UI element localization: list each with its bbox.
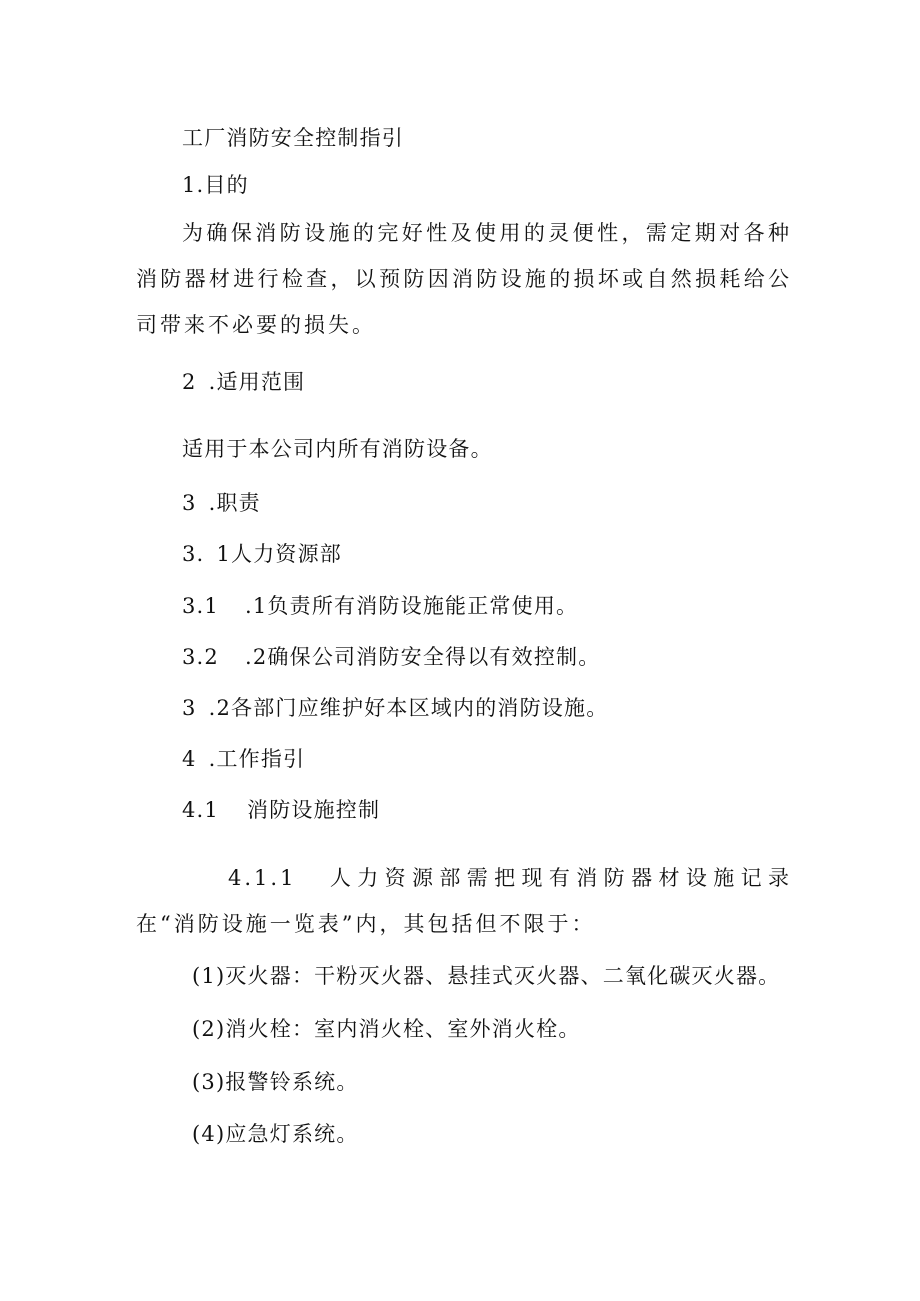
section-4-1-heading [182, 796, 380, 824]
section-3-1-1 [182, 592, 578, 620]
section-4-1-title: 消防设施控制 [247, 798, 381, 822]
section-4-number: 4 [182, 747, 197, 771]
section-4-heading [182, 745, 305, 773]
section-3-number: 3 [182, 491, 197, 515]
section-3-1-1-text: .1负责所有消防设施能正常使用。 [245, 594, 579, 618]
section-3-x [182, 694, 608, 722]
section-3-1-title: 1人力资源部 [216, 542, 342, 566]
list-item: (1)灭火器：干粉灭火器、悬挂式灭火器、二氧化碳灭火器。 [192, 964, 781, 988]
section-3-heading [182, 489, 261, 517]
section-3-2-number: 3.2 [182, 645, 219, 669]
section-3-2-text: .2确保公司消防安全得以有效控制。 [245, 645, 601, 669]
section-4-title: .工作指引 [208, 747, 306, 771]
section-4-1-1 [136, 855, 792, 947]
section-4-1-number: 4.1 [182, 798, 219, 822]
document-title: 工厂消防安全控制指引 [182, 126, 404, 150]
list-item: (2)消火栓：室内消火栓、室外消火栓。 [192, 1017, 581, 1041]
section-2-body: 适用于本公司内所有消防设备。 [182, 437, 493, 461]
section-3-x-number: 3 [182, 696, 197, 720]
section-2-heading [182, 368, 305, 396]
section-4-1-1-number: 4.1.1 [228, 866, 297, 890]
section-1-heading: 1.目的 [182, 173, 249, 197]
section-1-body: 为确保消防设施的完好性及使用的灵便性，需定期对各种消防器材进行检查，以预防因消防设施的损坏或自然损耗给公司带来不必要的损失。 [136, 221, 792, 337]
section-4-1-1-text: 人力资源部需把现有消防器材设施记录在“消防设施一览表”内，其包括但不限于： [136, 866, 792, 936]
section-3-1-heading [182, 540, 342, 568]
list-item: (3)报警铃系统。 [192, 1070, 359, 1094]
section-3-1-number: 3. [182, 542, 205, 566]
section-3-2 [182, 643, 600, 671]
section-3-x-text: .2各部门应维护好本区域内的消防设施。 [208, 696, 609, 720]
list-item: (4)应急灯系统。 [192, 1122, 359, 1146]
section-2-number: 2 [182, 370, 197, 394]
section-3-1-1-number: 3.1 [182, 594, 219, 618]
section-2-title: .适用范围 [208, 370, 306, 394]
section-3-title: .职责 [208, 491, 261, 515]
